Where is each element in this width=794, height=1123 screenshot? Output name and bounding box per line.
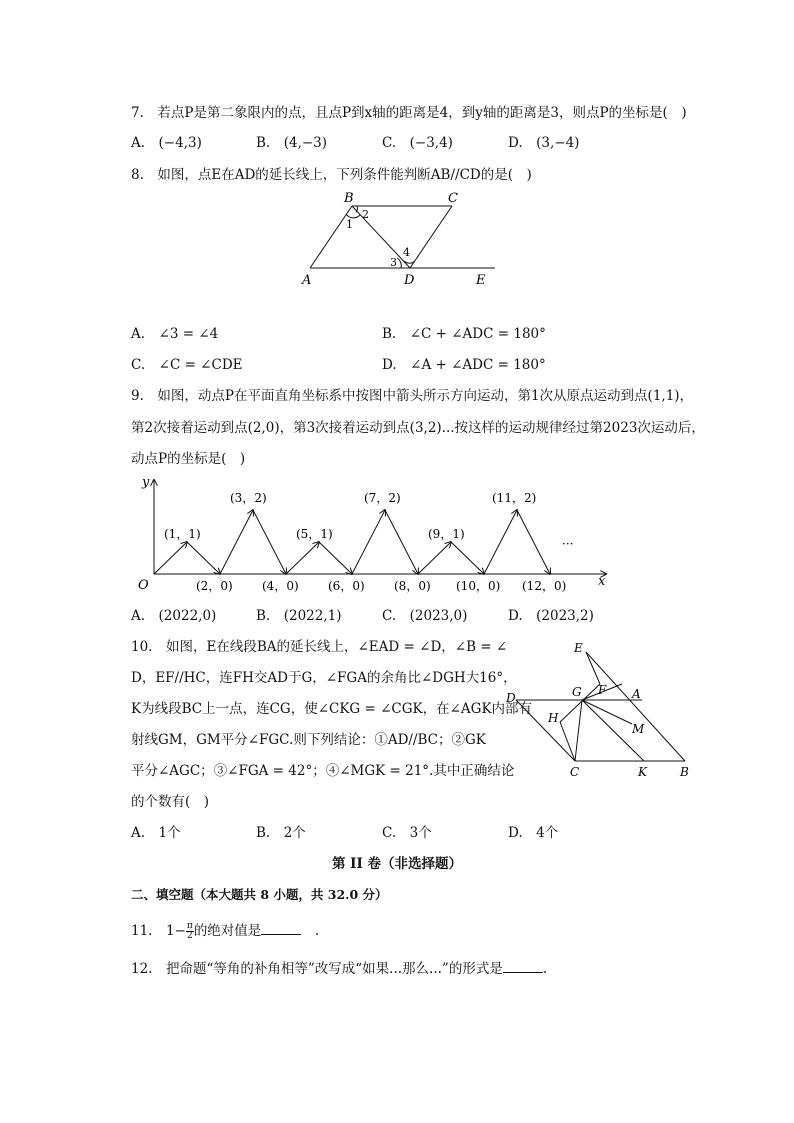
q10-label-m: M	[632, 722, 645, 736]
q9-peak-3: (5，1)	[296, 527, 333, 541]
q7-stem: 7. 若点P是第二象限内的点，且点P到x轴的距离是4，到y轴的距离是3，则点P的坐标是( )	[131, 105, 687, 121]
q10-label-k: K	[638, 765, 647, 779]
q9-figure	[128, 472, 618, 600]
q12-text: 12. 把命题“等角的补角相等”改写成“如果...那么...”的形式是	[131, 961, 503, 977]
q10-line-5: 平分∠AGC；③∠FGA = 42°；④∠MGK = 21°.其中正确结论	[131, 763, 515, 779]
q11-line	[131, 921, 319, 941]
q9-bottom-2: (4，0)	[262, 579, 299, 593]
q10-option-c: C. 3个	[382, 825, 432, 841]
q9-path-segment	[484, 510, 517, 574]
q9-bottom-1: (2，0)	[196, 579, 233, 593]
q10-label-c: C	[570, 765, 580, 779]
q12-line	[131, 959, 547, 979]
q10-label-b: B	[680, 765, 689, 779]
q9-peak-4: (7，2)	[364, 491, 401, 505]
q9-option-c: C. (2023,0)	[382, 608, 468, 624]
q8-label-b: B	[344, 191, 354, 206]
q8-label-a: A	[302, 273, 312, 288]
q10-line-4: 射线GM，GM平分∠FGC.则下列结论：①AD//BC；②GK	[131, 732, 486, 748]
q9-path-segment	[352, 510, 385, 574]
q9-label-x: x	[598, 574, 606, 589]
q11-answer-blank[interactable]	[261, 922, 301, 935]
q9-bottom-3: (6，0)	[328, 579, 365, 593]
q10-line-1: 10. 如图，E在线段BA的延长线上，∠EAD = ∠D，∠B = ∠	[131, 639, 508, 655]
q9-path-segment	[253, 510, 286, 574]
q9-label-y: y	[142, 475, 150, 490]
q7-option-d: D. (3,−4)	[508, 135, 580, 151]
q8-figure	[290, 188, 510, 290]
q8-angle-3: 3	[390, 256, 397, 269]
q9-stem-line3: 动点P的坐标是( )	[131, 451, 246, 467]
q8-label-d: D	[404, 273, 415, 288]
q8-angle-4: 4	[403, 246, 410, 259]
q9-option-b: B. (2022,1)	[256, 608, 342, 624]
q7-option-b: B. (4,−3)	[256, 135, 328, 151]
q11-frac-den: 2	[186, 931, 193, 941]
q10-line-6: 的个数有( )	[131, 794, 210, 810]
q7-option-c: C. (−3,4)	[382, 135, 453, 151]
q10-label-h: H	[548, 711, 559, 725]
part-2-heading: 二、填空题（本大题共 8 小题，共 32.0 分）	[131, 887, 388, 902]
q10-line-3: K为线段BC上一点，连CG，使∠CKG = ∠CGK，在∠AGK内部有	[131, 701, 533, 717]
q11-frac-num: π	[186, 921, 193, 931]
q8-option-a: A. ∠3 = ∠4	[131, 326, 219, 342]
q9-stem-line2: 第2次接着运动到点(2,0)，第3次接着运动到点(3,2)...按这样的运动规律经过第2023次运动后，	[131, 420, 705, 436]
q9-path-segment	[451, 542, 484, 574]
q9-path-segment	[418, 542, 451, 574]
q8-stem: 8. 如图，点E在AD的延长线上，下列条件能判断AB//CD的是( )	[131, 167, 532, 183]
q9-bottom-4: (8，0)	[394, 579, 431, 593]
q9-peak-6: (11，2)	[492, 491, 537, 505]
q9-path-segment	[187, 542, 220, 574]
q10-line-2: D，EF//HC，连FH交AD于G，∠FGA的余角比∠DGH大16°，	[131, 670, 517, 686]
q11-fraction	[186, 922, 194, 941]
q10-label-f: F	[598, 683, 607, 697]
q10-figure	[502, 636, 702, 786]
q9-bottom-5: (10，0)	[456, 579, 501, 593]
q8-label-e: E	[476, 273, 486, 288]
q8-option-d: D. ∠A + ∠ADC = 180°	[382, 357, 546, 373]
q10-option-d: D. 4个	[508, 825, 559, 841]
q9-path-segment	[220, 510, 253, 574]
q9-path-segment	[385, 510, 418, 574]
q12-end: .	[542, 961, 548, 977]
q9-option-a: A. (2022,0)	[131, 608, 217, 624]
q8-angle-2: 2	[362, 208, 369, 221]
q10-label-a: A	[632, 687, 641, 701]
q9-path-segment	[319, 542, 352, 574]
q9-path-segment	[286, 542, 319, 574]
q8-angle-1: 1	[346, 218, 353, 231]
q9-stem-line1: 9. 如图，动点P在平面直角坐标系中按图中箭头所示方向运动，第1次从原点运动到点(1,1)，	[131, 388, 694, 404]
q11-number: 11.	[131, 923, 166, 939]
q10-label-d: D	[506, 691, 516, 705]
q11-expr-lead: 1−	[165, 923, 186, 939]
section-2-title: 第 II 卷（非选择题）	[331, 856, 463, 872]
q11-suffix: 的绝对值是	[193, 923, 262, 939]
q9-option-d: D. (2023,2)	[508, 608, 594, 624]
q9-peak-5: (9，1)	[428, 527, 465, 541]
q8-option-c: C. ∠C = ∠CDE	[131, 357, 243, 373]
q7-option-a: A. (−4,3)	[131, 135, 202, 151]
q11-end: .	[301, 923, 320, 939]
q10-option-b: B. 2个	[256, 825, 306, 841]
q9-path-segment	[517, 510, 550, 574]
q9-bottom-6: (12，0)	[522, 579, 567, 593]
q10-option-a: A. 1个	[131, 825, 181, 841]
q9-label-origin: O	[138, 578, 149, 593]
q8-option-b: B. ∠C + ∠ADC = 180°	[382, 326, 546, 342]
q10-label-g: G	[572, 685, 582, 699]
q12-answer-blank[interactable]	[503, 960, 543, 973]
q10-label-e: E	[574, 641, 583, 655]
q8-label-c: C	[448, 191, 458, 206]
q9-ellipsis: ···	[562, 537, 574, 551]
q9-peak-1: (1，1)	[164, 527, 201, 541]
q9-path-segment	[154, 542, 187, 574]
q9-peak-2: (3，2)	[230, 491, 267, 505]
